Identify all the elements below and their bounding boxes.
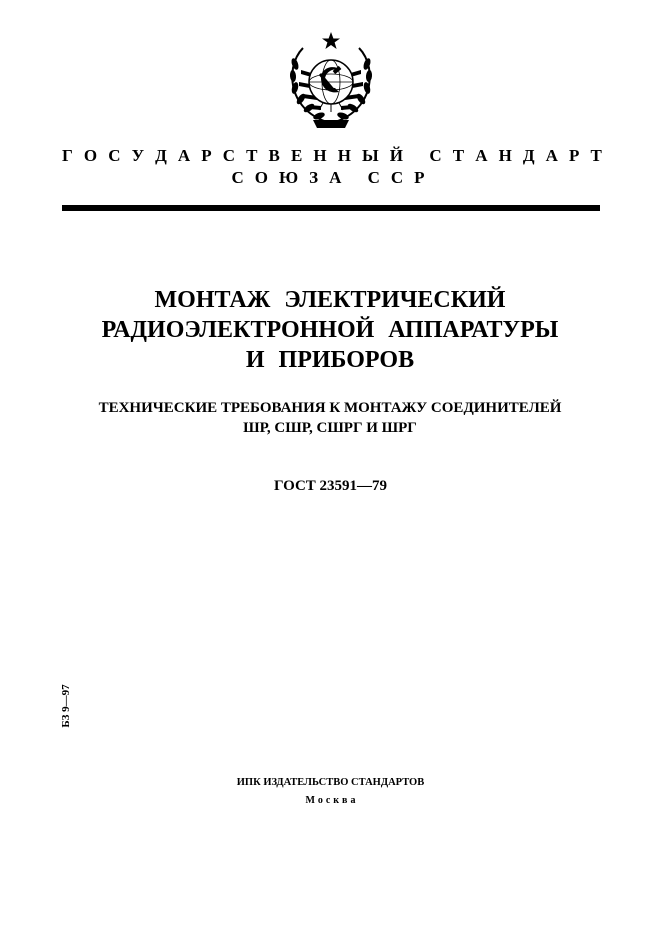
subtitle-line: ШР, СШР, СШРГ И ШРГ [243,420,417,436]
heading-letter: Т [590,146,602,165]
document-title [40,285,620,375]
heading-letter: Д [155,146,167,165]
heading-letter: Т [452,146,465,165]
heading-letter: А [475,146,488,165]
heading-letter: А [177,146,191,165]
subtitle-line: ТЕХНИЧЕСКИЕ ТРЕБОВАНИЯ К МОНТАЖУ СОЕДИНИТЕЛЕЙ [98,400,562,416]
heading-letter: Н [498,146,512,165]
heading-letter: О [83,146,98,165]
title-line: И ПРИБОРОВ [245,347,415,373]
gost-number: ГОСТ 23591—79 [273,478,388,494]
heading-letter: Г [62,146,73,165]
title-line: МОНТАЖ ЭЛЕКТРИЧЕСКИЙ [154,287,506,313]
heading-letter: Н [337,146,351,165]
heading-letter: С [108,146,121,165]
heading-letter: Р [201,146,212,165]
heading-letter: Ы [362,146,379,165]
heading-letter: Е [290,146,303,165]
publisher-city: Москва [305,795,359,806]
heading-letter: С [222,146,236,165]
document-subtitle [40,398,620,438]
heading-letter: А [545,146,558,165]
heading-letter: Н [313,146,327,165]
heading-letter: Р [569,146,580,165]
union-heading: СОЮЗА ССР [231,168,436,187]
heading-letter: У [131,146,145,165]
header-divider [62,205,600,211]
heading-letter: С [429,146,442,165]
side-code-text: БЗ 9—97 [60,684,72,728]
heading-letter: Д [522,146,535,165]
heading-letter [414,146,418,166]
publisher: ИПК ИЗДАТЕЛЬСТВО СТАНДАРТОВ [236,777,425,788]
state-standard-heading [62,146,602,166]
ussr-coat-of-arms-icon [281,30,381,132]
side-code [59,676,73,736]
title-line: РАДИОЭЛЕКТРОННОЙ АППАРАТУРЫ [101,317,559,343]
heading-letter: В [268,146,280,165]
heading-letter: Й [389,146,404,165]
heading-letter: Т [246,146,258,165]
